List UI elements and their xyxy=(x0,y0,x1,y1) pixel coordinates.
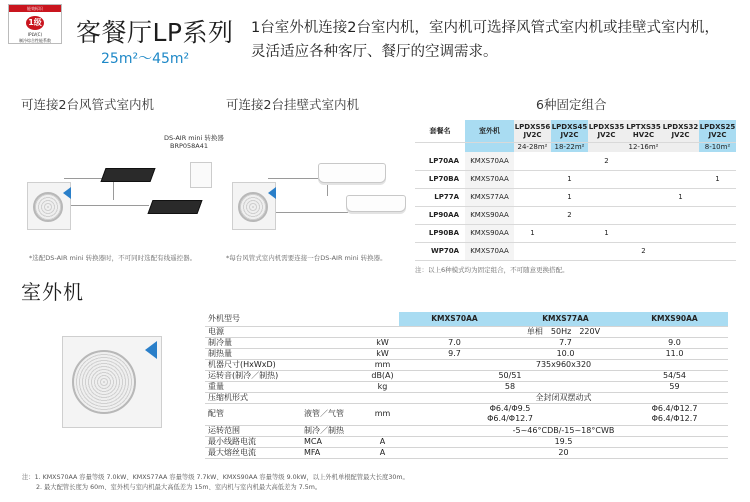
mfa-unit: A xyxy=(366,447,399,458)
outdoor-unit-image xyxy=(232,182,276,230)
cooling-value: 7.0 xyxy=(399,337,510,348)
cooling-unit: kW xyxy=(366,337,399,348)
duct-indoor-unit-image xyxy=(100,168,155,182)
package-name: LP70BA xyxy=(415,170,465,188)
spec-row-size xyxy=(205,359,728,370)
indoor-qty xyxy=(625,206,662,224)
daikin-logo-icon xyxy=(268,187,276,199)
indoor-qty: 1 xyxy=(588,224,625,242)
indoor-qty xyxy=(699,224,736,242)
indoor-qty: 2 xyxy=(588,152,625,170)
cooling-value: 9.0 xyxy=(621,337,728,348)
outdoor-model: KMXS90AA xyxy=(465,224,514,242)
spec-row-compressor xyxy=(205,392,728,403)
col-indoor-2: LPDXS35 JV2C xyxy=(588,120,625,142)
mfa-sub: MFA xyxy=(301,447,366,458)
noise-value: 50/51 xyxy=(399,370,621,381)
heating-label: 制热量 xyxy=(205,348,366,359)
heating-value: 11.0 xyxy=(621,348,728,359)
col-indoor-5: LPDXS25 JV2C xyxy=(699,120,736,142)
outdoor-model: KMXS90AA xyxy=(465,206,514,224)
piping-value-b: Φ6.4/Φ12.7 Φ6.4/Φ12.7 xyxy=(621,403,728,425)
spec-row-noise xyxy=(205,370,728,381)
heating-unit: kW xyxy=(366,348,399,359)
indoor-qty xyxy=(551,242,588,260)
combo-row xyxy=(415,206,736,224)
spec-row-mfa xyxy=(205,447,728,458)
package-name: LP70AA xyxy=(415,152,465,170)
piping-sub: 液管／气管 xyxy=(301,403,366,425)
indoor-qty xyxy=(662,242,699,260)
indoor-qty: 2 xyxy=(625,242,662,260)
area-indoor-0: 24-28m² xyxy=(514,142,551,152)
area-range: 25m²～45m² xyxy=(101,51,190,67)
power-label: 电源 xyxy=(205,326,399,337)
range-value: -5~46°CDB/-15~18°CWB xyxy=(399,425,728,436)
combo-header-row xyxy=(415,120,736,142)
spec-row-heating xyxy=(205,348,728,359)
combo-row xyxy=(415,224,736,242)
mca-unit: A xyxy=(366,436,399,447)
col-indoor-4: LPDXS32 JV2C xyxy=(662,120,699,142)
indoor-qty xyxy=(514,170,551,188)
outdoor-section-title: 室外机 xyxy=(21,280,84,304)
spec-row-model xyxy=(205,312,728,326)
wall-indoor-unit-image xyxy=(346,195,406,212)
indoor-qty xyxy=(625,188,662,206)
indoor-qty xyxy=(662,206,699,224)
compressor-value: 全封闭双摆动式 xyxy=(399,392,728,403)
indoor-qty xyxy=(625,224,662,242)
indoor-qty xyxy=(699,152,736,170)
spec-row-weight xyxy=(205,381,728,392)
indoor-qty xyxy=(625,152,662,170)
noise-value: 54/54 xyxy=(621,370,728,381)
series-description xyxy=(251,16,747,64)
combo-row xyxy=(415,188,736,206)
fan-grille-icon xyxy=(72,350,136,414)
spec-row-cooling xyxy=(205,337,728,348)
col-package-name: 套餐名 xyxy=(415,120,465,142)
spec-row-mca xyxy=(205,436,728,447)
indoor-qty xyxy=(625,170,662,188)
indoor-qty xyxy=(588,242,625,260)
footnote-1: 注：1. KMXS70AA 容量等级 7.0kW、KMXS77AA 容量等级 7.7kW、KMXS90AA 容量等级 9.0kW，以上外机单根配管最大长度30m。 xyxy=(22,474,409,481)
converter-name: DS-AIR mini 转换器 xyxy=(164,134,224,142)
combo-row xyxy=(415,170,736,188)
indoor-qty xyxy=(514,188,551,206)
indoor-qty xyxy=(699,242,736,260)
outdoor-model: KMXS70AA xyxy=(465,170,514,188)
weight-label: 重量 xyxy=(205,381,366,392)
range-sub: 制冷／制热 xyxy=(301,425,399,436)
cooling-value: 7.7 xyxy=(510,337,621,348)
wall-indoor-unit-image xyxy=(318,163,386,183)
indoor-qty: 2 xyxy=(551,206,588,224)
size-unit: mm xyxy=(366,359,399,370)
package-name: LP77A xyxy=(415,188,465,206)
mfa-label: 最大熔丝电流 xyxy=(205,447,301,458)
page-title: 客餐厅LP系列 xyxy=(76,18,234,47)
mfa-value: 20 xyxy=(399,447,728,458)
col-outdoor: 室外机 xyxy=(465,120,514,142)
range-label: 运转范围 xyxy=(205,425,301,436)
noise-label: 运转音(制冷／制热) xyxy=(205,370,366,381)
daikin-logo-icon xyxy=(63,187,71,199)
area-indoor-5: 8-10m² xyxy=(699,142,736,152)
model-1: KMXS77AA xyxy=(510,312,621,326)
indoor-qty: 1 xyxy=(699,170,736,188)
footnote-2: 2. 最大配管长度为 60m、室外机与室内机最大高低差为 15m、室内机与室内机最大高低差为 7.5m。 xyxy=(36,484,322,491)
mca-value: 19.5 xyxy=(399,436,728,447)
indoor-qty xyxy=(551,224,588,242)
indoor-qty xyxy=(514,206,551,224)
converter-image xyxy=(190,162,212,188)
weight-value: 58 xyxy=(399,381,621,392)
piping-unit: mm xyxy=(366,403,399,425)
indoor-qty: 1 xyxy=(551,170,588,188)
compressor-label: 压缩机形式 xyxy=(205,392,399,403)
section-combo-heading: 6种固定组合 xyxy=(536,97,607,112)
combo-row xyxy=(415,242,736,260)
combo-note: 注：以上6种模式均为固定组合，不可随意更换搭配。 xyxy=(415,266,569,274)
indoor-qty xyxy=(662,224,699,242)
badge-top-text: 能效标识 xyxy=(9,5,61,12)
package-name: LP90BA xyxy=(415,224,465,242)
heating-value: 9.7 xyxy=(399,348,510,359)
indoor-qty: 1 xyxy=(551,188,588,206)
daikin-logo-icon xyxy=(145,341,157,359)
mca-sub: MCA xyxy=(301,436,366,447)
indoor-qty xyxy=(662,170,699,188)
outdoor-spec-table xyxy=(205,312,728,459)
duct-note: *选配DS-AIR mini 转换器时，不可同时选配有线遥控器。 xyxy=(29,254,197,262)
energy-label-badge xyxy=(8,4,62,44)
converter-model: BRP058A41 xyxy=(170,142,209,150)
weight-value: 59 xyxy=(621,381,728,392)
indoor-qty xyxy=(699,206,736,224)
wall-note: *每台风管式室内机需要连接一台DS-AIR mini 转换器。 xyxy=(226,254,387,262)
size-label: 机器尺寸(HxWxD) xyxy=(205,359,366,370)
outdoor-model: KMXS70AA xyxy=(465,152,514,170)
section-duct-heading: 可连接2台风管式室内机 xyxy=(21,97,154,112)
combo-row xyxy=(415,152,736,170)
package-name: LP90AA xyxy=(415,206,465,224)
indoor-qty xyxy=(588,206,625,224)
indoor-qty xyxy=(514,152,551,170)
indoor-qty: 1 xyxy=(514,224,551,242)
description-line-1: 1台室外机连接2台室内机，室内机可选择风管式室内机或挂壁式室内机， xyxy=(251,20,719,36)
outdoor-unit-image xyxy=(27,182,71,230)
area-indoor-2-4: 12-16m² xyxy=(588,142,699,152)
indoor-qty xyxy=(551,152,588,170)
section-wall-heading: 可连接2台挂壁式室内机 xyxy=(226,97,359,112)
indoor-qty: 1 xyxy=(662,188,699,206)
indoor-qty xyxy=(699,188,736,206)
outdoor-model: KMXS70AA xyxy=(465,242,514,260)
col-indoor-0: LPDXS56 JV2C xyxy=(514,120,551,142)
duct-indoor-unit-image xyxy=(147,200,202,214)
refrigerant-pipe xyxy=(268,212,348,218)
piping-label: 配管 xyxy=(205,403,301,425)
heating-value: 10.0 xyxy=(510,348,621,359)
mca-label: 最小线路电流 xyxy=(205,436,301,447)
model-label: 外机型号 xyxy=(205,312,399,326)
col-indoor-3: LPTXS35 HV2C xyxy=(625,120,662,142)
badge-sub2: 制冷综合性能系数 xyxy=(19,38,51,43)
noise-unit: dB(A) xyxy=(366,370,399,381)
indoor-qty xyxy=(588,188,625,206)
package-name: WP70A xyxy=(415,242,465,260)
outdoor-model: KMXS77AA xyxy=(465,188,514,206)
spec-row-piping xyxy=(205,403,728,425)
indoor-qty xyxy=(662,152,699,170)
area-indoor-1: 18-22m² xyxy=(551,142,588,152)
description-line-2: 灵活适应各种客厅、餐厅的空调需求。 xyxy=(251,44,498,60)
cooling-label: 制冷量 xyxy=(205,337,366,348)
badge-sub1: IPLV(C) xyxy=(27,32,43,37)
size-value: 735x960x320 xyxy=(399,359,728,370)
outdoor-unit-photo xyxy=(62,336,162,428)
badge-level: 1级 xyxy=(26,16,44,30)
piping-value-a: Φ6.4/Φ9.5 Φ6.4/Φ12.7 xyxy=(399,403,621,425)
combo-area-row xyxy=(415,142,736,152)
indoor-qty xyxy=(514,242,551,260)
weight-unit: kg xyxy=(366,381,399,392)
spec-row-range xyxy=(205,425,728,436)
fan-grille-icon xyxy=(238,192,268,222)
power-value: 单相 50Hz 220V xyxy=(399,326,728,337)
fan-grille-icon xyxy=(33,192,63,222)
col-indoor-1: LPDXS45 JV2C xyxy=(551,120,588,142)
indoor-qty xyxy=(588,170,625,188)
model-0: KMXS70AA xyxy=(399,312,510,326)
model-2: KMXS90AA xyxy=(621,312,728,326)
spec-row-power xyxy=(205,326,728,337)
combo-table xyxy=(415,120,736,261)
refrigerant-pipe xyxy=(64,205,149,215)
